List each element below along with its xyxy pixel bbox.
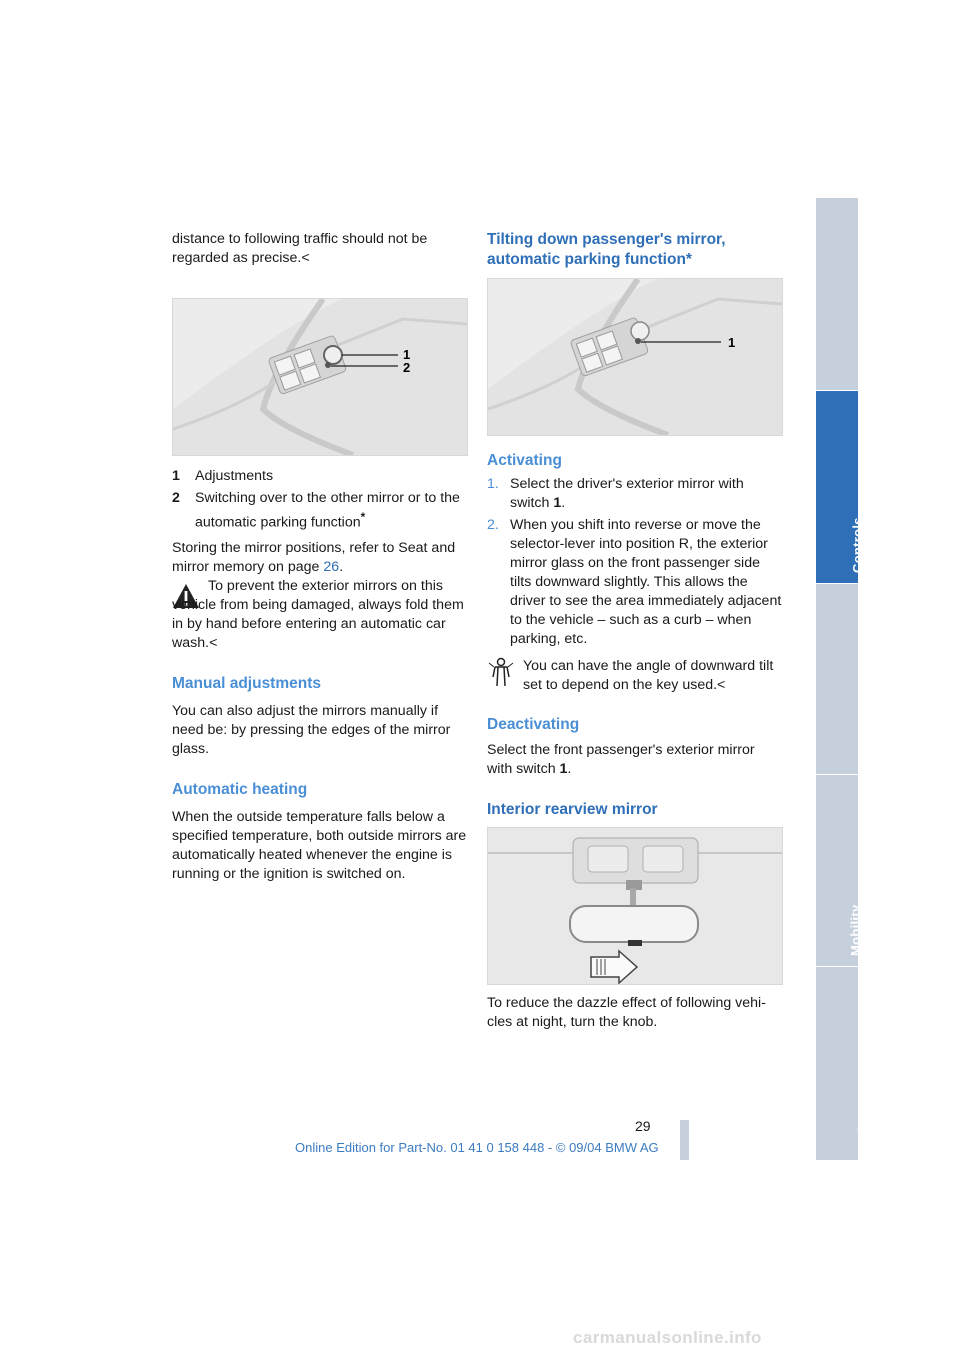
left-column: [172, 230, 468, 884]
list-item: 1. Select the driver's exterior mirror with switch 1.: [487, 476, 744, 511]
warning-paragraph: To prevent the exterior mirrors on this vehicle from being damaged, always fold them in by hand before entering an automatic car wash.<: [172, 577, 464, 651]
tilting-heading: Tilting down passenger's mirror, automatic parking function*: [487, 231, 726, 268]
right-column: [487, 230, 783, 1032]
storing-paragraph: Storing the mirror positions, refer to Seat and mirror memory on page 26.: [172, 539, 456, 575]
tab-driving-tips[interactable]: Driving tips: [816, 584, 858, 775]
interior-mirror-figure: [487, 827, 783, 985]
parking-function-figure: [487, 278, 783, 436]
heating-paragraph: When the outside temperature falls below a specified temperature, both outside mirrors are automatically heated whenever the engine is running or the ignition is switched on.: [172, 808, 467, 882]
mirror-switch-figure: [172, 298, 468, 456]
parking-switch-illustration: [488, 279, 782, 435]
page-marker: [680, 1120, 689, 1160]
section-sidebar: [816, 198, 875, 1160]
activating-heading: Activating: [487, 452, 562, 469]
dazzle-paragraph: To reduce the dazzle effect of following vehi-cles at night, turn the knob.: [487, 995, 766, 1030]
tab-reference[interactable]: Reference: [816, 967, 858, 1161]
list-item: 2 Switching over to the other mirror or to the automatic parking function*: [172, 490, 460, 531]
manual-paragraph: You can also adjust the mirrors manually if need be: by pressing the edges of the mirror glass.: [172, 702, 451, 757]
interior-mirror-illustration: [488, 828, 782, 984]
tab-mobility[interactable]: Mobility: [816, 775, 858, 967]
figure-label-1: 1: [728, 335, 736, 350]
activating-steps: [487, 475, 783, 649]
list-item: 2. When you shift into reverse or move the selector-lever into position R, the exterior mirror glass on the front passenger side tilts downward slightly. This allows the driver to see the area immediately adjacent to the vehicle – such as a curb – when parking, etc.: [487, 517, 782, 647]
key-note: You can have the angle of downward tilt set to depend on the key used.<: [487, 657, 783, 695]
deactivating-heading: Deactivating: [487, 716, 580, 733]
tab-controls[interactable]: Controls: [816, 391, 858, 584]
automatic-heating-heading: Automatic heating: [172, 780, 308, 798]
person-icon: [487, 657, 523, 695]
page-link-26[interactable]: 26: [323, 558, 340, 575]
manual-adjustments-heading: Manual adjustments: [172, 674, 321, 692]
figure-label-2: 2: [403, 360, 411, 375]
deactivating-paragraph: Select the front passenger's exterior mirror with switch 1.: [487, 742, 755, 777]
list-item: 1 Adjustments: [172, 468, 274, 484]
figure-label-1: 1: [403, 347, 411, 362]
intro-paragraph: distance to following traffic should not be regarded as precise.<: [172, 231, 428, 266]
mirror-switch-illustration: [173, 299, 467, 455]
switch-list: [172, 467, 468, 533]
interior-mirror-heading: Interior rearview mirror: [487, 801, 658, 818]
page-number: 29: [635, 1118, 651, 1134]
tab-at-a-glance[interactable]: At a glance: [816, 198, 858, 391]
